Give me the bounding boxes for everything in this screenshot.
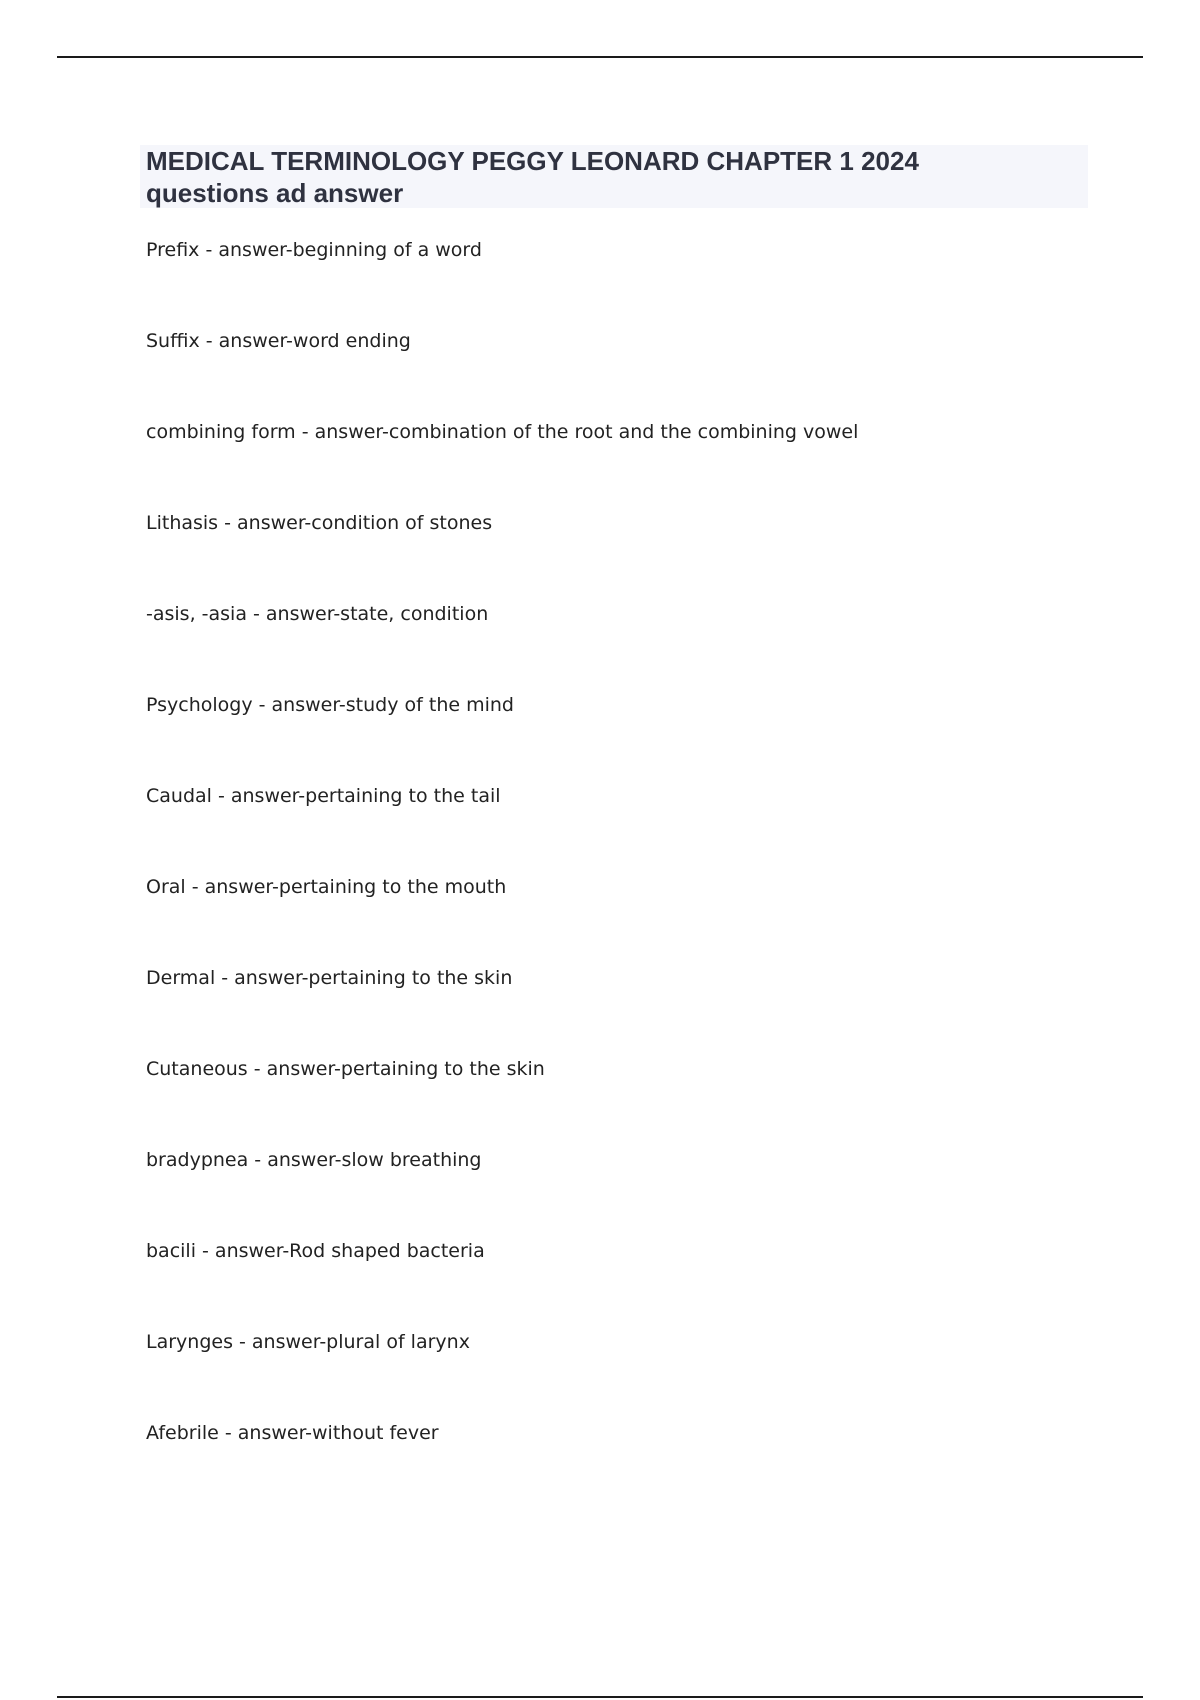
qa-item: bacili - answer-Rod shaped bacteria xyxy=(146,1240,485,1262)
qa-item: Dermal - answer-pertaining to the skin xyxy=(146,967,513,989)
header-rule xyxy=(57,56,1143,58)
footer-rule xyxy=(57,1696,1143,1698)
qa-item: Cutaneous - answer-pertaining to the skin xyxy=(146,1058,545,1080)
qa-item: Afebrile - answer-without fever xyxy=(146,1422,439,1444)
qa-item: Lithasis - answer-condition of stones xyxy=(146,512,493,534)
qa-item: Prefix - answer-beginning of a word xyxy=(146,239,482,261)
qa-item: Psychology - answer-study of the mind xyxy=(146,694,514,716)
title-line-1: MEDICAL TERMINOLOGY PEGGY LEONARD CHAPTER 1 2024 xyxy=(146,146,919,176)
qa-item: Caudal - answer-pertaining to the tail xyxy=(146,785,501,807)
qa-list xyxy=(146,235,1086,1509)
qa-item: Larynges - answer-plural of larynx xyxy=(146,1331,470,1353)
qa-item: bradypnea - answer-slow breathing xyxy=(146,1149,482,1171)
qa-item: -asis, -asia - answer-state, condition xyxy=(146,603,489,625)
qa-item: Oral - answer-pertaining to the mouth xyxy=(146,876,507,898)
qa-item: combining form - answer-combination of the root and the combining vowel xyxy=(146,421,859,443)
title-line-2: questions ad answer xyxy=(146,178,404,208)
document-title xyxy=(140,145,1088,208)
qa-item: Suffix - answer-word ending xyxy=(146,330,411,352)
